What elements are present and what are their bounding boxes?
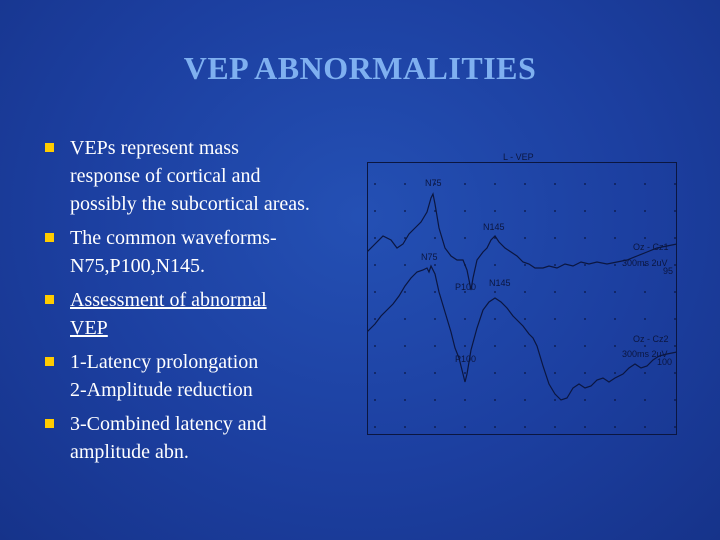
grid-dot xyxy=(584,183,586,185)
grid-dot xyxy=(404,318,406,320)
vep-waveform-svg xyxy=(367,152,677,436)
grid-dot xyxy=(524,210,526,212)
trace-2-waveform xyxy=(367,266,677,400)
grid-dot xyxy=(434,372,436,374)
grid-dot xyxy=(584,372,586,374)
grid-dot xyxy=(674,237,676,239)
grid-dot xyxy=(584,210,586,212)
bullet-line: 3-Combined latency and xyxy=(70,413,267,435)
bullet-line: 1-Latency prolongation xyxy=(70,351,259,373)
grid-dot xyxy=(494,291,496,293)
grid-dot xyxy=(494,318,496,320)
bullet-square-icon xyxy=(45,295,54,304)
grid-dot xyxy=(584,264,586,266)
grid-dot xyxy=(524,264,526,266)
grid-dot xyxy=(464,426,466,428)
grid-dot xyxy=(554,426,556,428)
grid-dot xyxy=(404,345,406,347)
grid-dot xyxy=(554,237,556,239)
grid-dot xyxy=(434,264,436,266)
grid-dot xyxy=(524,372,526,374)
grid-dot xyxy=(404,399,406,401)
grid-dot xyxy=(554,318,556,320)
grid-dot xyxy=(674,372,676,374)
grid-dot xyxy=(644,345,646,347)
grid-dot xyxy=(554,210,556,212)
grid-dot xyxy=(464,183,466,185)
grid-dot xyxy=(584,318,586,320)
grid-dot xyxy=(434,237,436,239)
grid-dot xyxy=(524,345,526,347)
bullet-line-underlined: VEP xyxy=(70,317,108,339)
grid-dot xyxy=(644,318,646,320)
grid-dot xyxy=(614,210,616,212)
bullet-square-icon xyxy=(45,233,54,242)
grid-dot xyxy=(644,372,646,374)
grid-dot xyxy=(644,210,646,212)
grid-dot xyxy=(524,237,526,239)
bullet-line: 2-Amplitude reduction xyxy=(70,379,253,401)
grid-dot xyxy=(404,210,406,212)
bullet-item xyxy=(44,410,354,466)
grid-dot xyxy=(404,183,406,185)
slide-title: VEP ABNORMALITIES xyxy=(183,50,537,86)
grid-dot xyxy=(404,426,406,428)
grid-dot xyxy=(374,264,376,266)
grid-dot xyxy=(374,426,376,428)
grid-dot xyxy=(554,372,556,374)
grid-dot xyxy=(464,399,466,401)
grid-dot xyxy=(464,345,466,347)
bullet-line: The common waveforms- xyxy=(70,227,277,249)
grid-dot xyxy=(554,264,556,266)
grid-dot xyxy=(374,291,376,293)
trace-1-scale-label: 300ms 2uV xyxy=(622,258,668,268)
grid-dot xyxy=(434,399,436,401)
plot-frame xyxy=(368,163,677,435)
grid-dot xyxy=(404,264,406,266)
bullet-line: VEPs represent mass xyxy=(70,137,239,159)
grid-dot xyxy=(674,291,676,293)
dot-grid xyxy=(374,183,676,428)
bullet-square-icon xyxy=(45,143,54,152)
grid-dot xyxy=(674,426,676,428)
grid-dot xyxy=(524,183,526,185)
grid-dot xyxy=(494,345,496,347)
grid-dot xyxy=(674,318,676,320)
grid-dot xyxy=(554,399,556,401)
grid-dot xyxy=(614,318,616,320)
bullet-item xyxy=(44,224,354,280)
grid-dot xyxy=(644,399,646,401)
grid-dot xyxy=(554,183,556,185)
trace-1-count-label: 95 xyxy=(663,266,674,276)
grid-dot xyxy=(674,345,676,347)
grid-dot xyxy=(554,345,556,347)
figure-header: L - VEP xyxy=(503,152,534,162)
grid-dot xyxy=(674,183,676,185)
trace-1-channel-label: Oz - Cz1 xyxy=(633,242,669,252)
bullet-item xyxy=(44,348,354,404)
grid-dot xyxy=(644,426,646,428)
grid-dot xyxy=(404,291,406,293)
grid-dot xyxy=(614,237,616,239)
grid-dot xyxy=(374,399,376,401)
grid-dot xyxy=(404,372,406,374)
grid-dot xyxy=(494,183,496,185)
grid-dot xyxy=(434,426,436,428)
grid-dot xyxy=(614,264,616,266)
grid-dot xyxy=(674,399,676,401)
grid-dot xyxy=(614,291,616,293)
grid-dot xyxy=(674,210,676,212)
grid-dot xyxy=(614,399,616,401)
grid-dot xyxy=(464,210,466,212)
grid-dot xyxy=(494,372,496,374)
grid-dot xyxy=(464,318,466,320)
trace-2-count-label: 100 xyxy=(657,357,673,367)
grid-dot xyxy=(524,426,526,428)
grid-dot xyxy=(374,237,376,239)
grid-dot xyxy=(494,399,496,401)
bullet-list xyxy=(44,134,354,472)
grid-dot xyxy=(524,399,526,401)
vep-waveform-figure xyxy=(367,152,677,436)
grid-dot xyxy=(584,426,586,428)
grid-dot xyxy=(374,210,376,212)
grid-dot xyxy=(464,237,466,239)
grid-dot xyxy=(584,399,586,401)
grid-dot xyxy=(374,372,376,374)
grid-dot xyxy=(524,318,526,320)
grid-dot xyxy=(524,291,526,293)
grid-dot xyxy=(434,318,436,320)
trace-2-n75-label: N75 xyxy=(421,252,438,262)
grid-dot xyxy=(584,291,586,293)
grid-dot xyxy=(494,426,496,428)
bullet-item xyxy=(44,134,354,218)
bullet-line: amplitude abn. xyxy=(70,441,189,463)
grid-dot xyxy=(464,372,466,374)
trace-2-scale-label: 300ms 2uV xyxy=(622,349,668,359)
grid-dot xyxy=(614,345,616,347)
grid-dot xyxy=(614,183,616,185)
bullet-line: N75,P100,N145. xyxy=(70,255,206,277)
trace-1-p100-label: P100 xyxy=(455,282,477,292)
bullet-square-icon xyxy=(45,419,54,428)
grid-dot xyxy=(614,372,616,374)
grid-dot xyxy=(374,345,376,347)
bullet-line: possibly the subcortical areas. xyxy=(70,193,310,215)
grid-dot xyxy=(584,237,586,239)
grid-dot xyxy=(374,318,376,320)
grid-dot xyxy=(434,345,436,347)
trace-1-n75-label: N75 xyxy=(425,178,442,188)
grid-dot xyxy=(584,345,586,347)
grid-dot xyxy=(644,183,646,185)
bullet-line: response of cortical and xyxy=(70,165,261,187)
grid-dot xyxy=(614,426,616,428)
grid-dot xyxy=(644,291,646,293)
grid-dot xyxy=(674,264,676,266)
grid-dot xyxy=(644,237,646,239)
trace-2-p100-label: P100 xyxy=(455,354,477,364)
grid-dot xyxy=(494,210,496,212)
grid-dot xyxy=(434,291,436,293)
trace-2-channel-label: Oz - Cz2 xyxy=(633,334,669,344)
grid-dot xyxy=(494,264,496,266)
trace-1-n145-label: N145 xyxy=(483,222,505,232)
bullet-square-icon xyxy=(45,357,54,366)
grid-dot xyxy=(374,183,376,185)
bullet-item xyxy=(44,286,354,342)
grid-dot xyxy=(554,291,556,293)
trace-2-n145-label: N145 xyxy=(489,278,511,288)
bullet-line-underlined: Assessment of abnormal xyxy=(70,289,267,311)
